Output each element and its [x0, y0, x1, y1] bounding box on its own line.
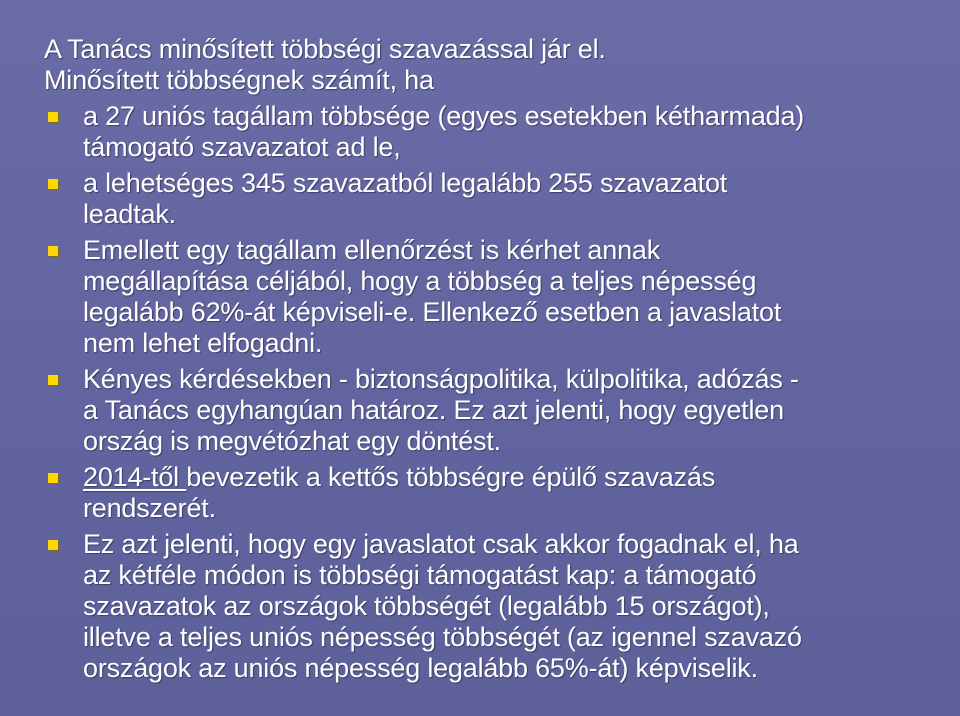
bullet-line: Emellett egy tagállam ellenőrzést is kérhet annak — [83, 235, 661, 265]
bullet-line: megállapítása céljából, hogy a többség a teljes népesség — [83, 266, 757, 296]
bullet-item-5 — [44, 462, 924, 524]
square-bullet-icon — [48, 246, 58, 256]
bullet-line: a lehetséges 345 szavazatból legalább 255 szavazatot — [83, 168, 728, 198]
square-bullet-icon — [48, 179, 58, 189]
bullet-line: Kényes kérdésekben - biztonságpolitika, külpolitika, adózás - — [83, 364, 799, 394]
square-bullet-icon — [48, 540, 58, 550]
bullet-line: a 27 uniós tagállam többsége (egyes esetekben kétharmada) — [83, 101, 805, 131]
bullet-line: nem lehet elfogadni. — [83, 328, 323, 358]
bullet-line: illetve a teljes uniós népesség többségét (az igennel szavazó — [83, 622, 802, 652]
bullet-line: legalább 62%-át képviseli-e. Ellenkező esetben a javaslatot — [83, 297, 782, 327]
bullet-line: ország is megvétózhat egy döntést. — [83, 426, 501, 456]
bullet-line: Ez azt jelenti, hogy egy javaslatot csak akkor fogadnak el, ha — [83, 529, 799, 559]
year-underlined: 2014-től — [83, 462, 187, 492]
bullet-item-1 — [44, 101, 924, 163]
square-bullet-icon — [48, 375, 58, 385]
bullet-line: országok az uniós népesség legalább 65%-át) képviselik. — [83, 653, 758, 683]
bullet-item-3 — [44, 235, 924, 359]
bullet-line: rendszerét. — [83, 493, 216, 523]
intro-line-1: A Tanács minősített többségi szavazással jár el. — [44, 34, 606, 64]
square-bullet-icon — [48, 473, 58, 483]
bullet-item-6 — [44, 529, 924, 684]
bullet-item-4 — [44, 364, 924, 457]
bullet-line: szavazatok az országok többségét (legalább 15 országot), — [83, 591, 770, 621]
intro-line-2: Minősített többségnek számít, ha — [44, 65, 434, 95]
bullet-line — [83, 462, 924, 493]
bullet-line: leadtak. — [83, 199, 176, 229]
bullet-line: az kétféle módon is többségi támogatást kap: a támogató — [83, 560, 757, 590]
square-bullet-icon — [48, 112, 58, 122]
bullet-line: a Tanács egyhangúan határoz. Ez azt jelenti, hogy egyetlen — [83, 395, 784, 425]
slide-content — [44, 34, 924, 684]
bullet-item-2 — [44, 168, 924, 230]
bullet-line: támogató szavazatot ad le, — [83, 132, 401, 162]
bullet-line-rest: bevezetik a kettős többségre épülő szavazás — [186, 462, 716, 492]
